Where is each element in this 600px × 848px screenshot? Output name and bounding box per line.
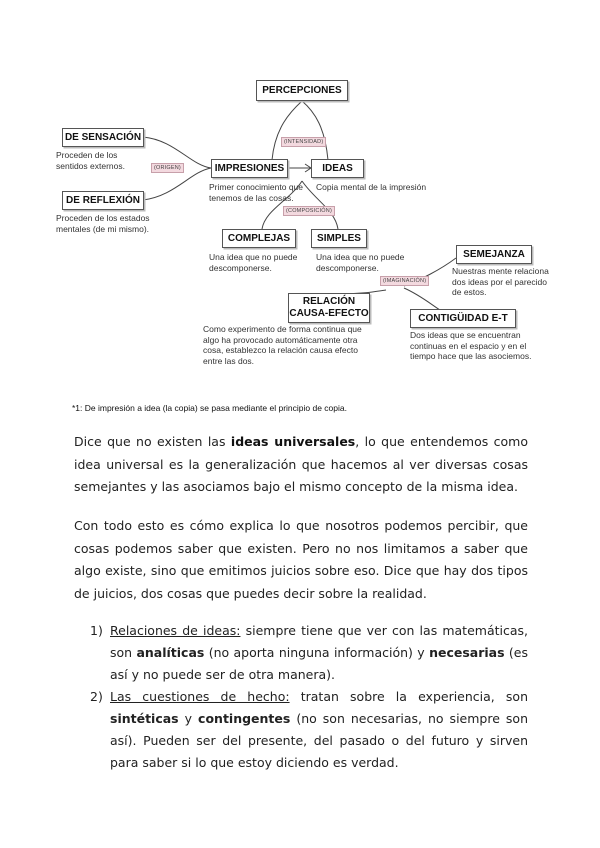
desc-impresiones: Primer conocimiento que tenemos de las cosas. [209, 182, 304, 203]
desc-ideas: Copia mental de la impresión [316, 182, 427, 192]
tag-imaginacion: (IMAGINACIÓN) [380, 276, 429, 286]
desc-simples: Una idea que no puede descomponerse. [316, 252, 405, 273]
list-item: 2) Las cuestiones de hecho: tratan sobre la experiencia, son sintéticas y contingentes (no son necesarias, no siempre son así). Pueden ser del presente, del pasado o del futuro y sirven para saber si lo que estoy diciendo es verdad. [90, 689, 528, 770]
node-ideas: IDEAS [311, 159, 364, 178]
list-item-title: Relaciones de ideas: [110, 623, 241, 638]
judgment-types-list [90, 620, 528, 774]
list-item-title: Las cuestiones de hecho: [110, 689, 290, 704]
bold-ideas-universales: ideas universales [230, 434, 356, 449]
node-complejas: COMPLEJAS [222, 229, 296, 248]
tag-origen: (ORIGEN) [151, 163, 184, 173]
desc-relacion: Como experimento de forma continua que algo ha provocado automáticamente otra cosa, establezco la relación causa efecto entre las dos. [203, 324, 362, 366]
node-impresiones: IMPRESIONES [211, 159, 288, 178]
node-simples: SIMPLES [311, 229, 367, 248]
node-contiguidad: CONTIGÜIDAD E-T [410, 309, 516, 328]
desc-de-reflexion: Proceden de los estados mentales (de mi mismo). [56, 213, 150, 234]
desc-de-sensacion: Proceden de los sentidos externos. [56, 150, 125, 171]
node-de-sensacion: DE SENSACIÓN [62, 128, 144, 147]
paragraph-ideas-universales: Dice que no existen las ideas universales, lo que entendemos como idea universal es la generalización que hacemos al ver diversas cosas semejantes y las asociamos bajo el mismo concepto de la misma idea. [74, 434, 529, 494]
tag-composicion: (COMPOSICIÓN) [283, 206, 335, 216]
node-semejanza: SEMEJANZA [456, 245, 532, 264]
desc-complejas: Una idea que no puede descomponerse. [209, 252, 298, 273]
desc-contiguidad: Dos ideas que se encuentran continuas en el espacio y en el tiempo hace que las asociemos. [410, 330, 532, 361]
tag-intensidad: (INTENSIDAD) [281, 137, 326, 147]
footnote: *1: De impresión a idea (la copia) se pasa mediante el principio de copia. [72, 403, 347, 413]
desc-semejanza: Nuestras mente relaciona dos ideas por el parecido de estos. [452, 266, 549, 297]
node-de-reflexion: DE REFLEXIÓN [62, 191, 144, 210]
concept-diagram [0, 0, 600, 380]
paragraph-juicios: Con todo esto es cómo explica lo que nosotros podemos percibir, que cosas podemos saber que existen. Pero no nos limitamos a saber que algo existe, sino que emitimos juicios sobre eso. Dice que hay dos tipos de juicios, dos cosas que puedes decir sobre la realidad. [74, 518, 528, 601]
list-item: 1) Relaciones de ideas: siempre tiene que ver con las matemáticas, son analíticas (no aporta ninguna información) y necesarias (es así y no puede ser de otra manera). [90, 623, 528, 682]
node-percepciones: PERCEPCIONES [256, 80, 348, 101]
node-relacion-causa-efecto: RELACIÓN CAUSA-EFECTO [288, 293, 370, 323]
